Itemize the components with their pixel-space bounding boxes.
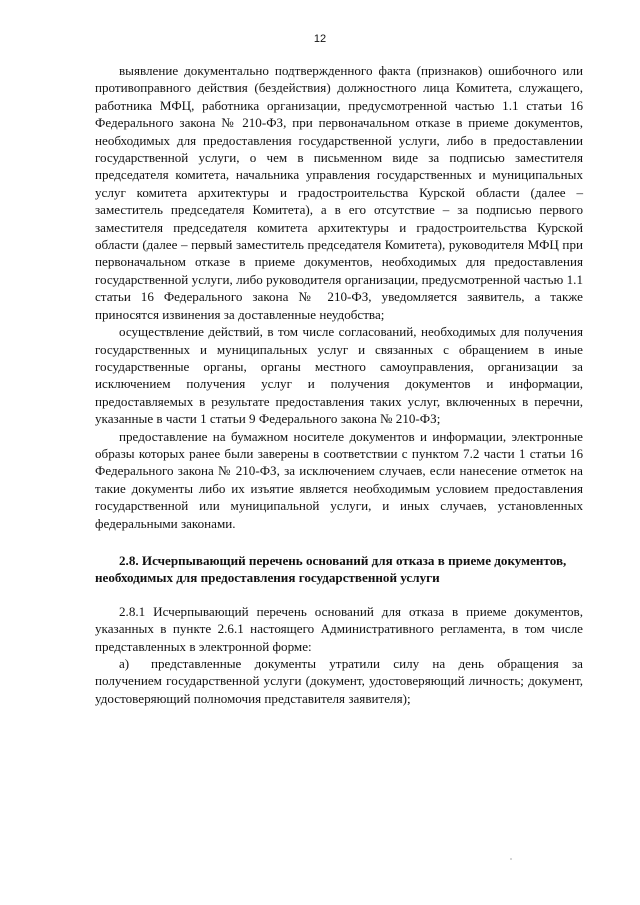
paragraph-2-8-1-intro: 2.8.1 Исчерпывающий перечень оснований для отказа в приеме документов, указанных в пункте 2.6.1 настоящего Административного регламента, в том числе представленных в электронной форме: xyxy=(95,603,583,654)
paragraph-actions-approvals: осуществление действий, в том числе согласований, необходимых для получения государственных и муниципальных услуг и связанных с обращением в иные государственные органы, органы местного самоуправления, организации за исключением получения услуг и получения документов и информации, предоставляемых в результате предоставления таких услуг, включенных в перечни, указанные в части 1 статьи 9 Федерального закона № 210-ФЗ; xyxy=(95,324,583,427)
paragraph-paper-documents: предоставление на бумажном носителе документов и информации, электронные образы которых ранее были заверены в соответствии с пунктом 7.2 части 1 статьи 16 Федерального закона № 210-ФЗ, за исключением случаев, если нанесение отметок на такие документы либо их изъятие является необходимым условием предоставления государственной или муниципальной услуги, и иных случаев, установленных федеральными законами. xyxy=(95,428,583,531)
list-item-marker: а) xyxy=(119,656,130,671)
section-heading-2-8: 2.8. Исчерпывающий перечень оснований для отказа в приеме документов, необходимых для предоставления государственной услуги xyxy=(95,552,567,586)
list-item-text: представленные документы утратили силу на день обращения за получением государственной услуги (документ, удостоверяющий личность; документ, удостоверяющий полномочия представителя заявителя); xyxy=(95,656,583,706)
list-item-a xyxy=(95,655,583,707)
page-body xyxy=(95,62,583,707)
page-number: 12 xyxy=(313,33,327,45)
paragraph-error-identification: выявление документально подтвержденного факта (признаков) ошибочного или противоправного действия (бездействия) должностного лица Комитета, служащего, работника МФЦ, работника организации, предусмотренной частью 1.1 статьи 16 Федерального закона № 210-ФЗ, при первоначальном отказе в приеме документов, необходимых для предоставления государственной услуги, либо в предоставлении государственной услуги, о чем в письменном виде за подписью заместителя председателя комитета, начальника управления государственных и муниципальных услуг комитета архитектуры и градостроительства Курской области (далее – заместитель председателя Комитета), а в его отсутствие – за подписью первого заместителя председателя комитета архитектуры и градостроительства Курской области (далее – первый заместитель председателя Комитета), руководителя МФЦ при первоначальном отказе в приеме документов, необходимых для предоставления государственной услуги, либо руководителя организации, предусмотренной частью 1.1 статьи 16 Федерального закона № 210-ФЗ, уведомляется заявитель, а также приносятся извинения за доставленные неудобства; xyxy=(95,63,583,322)
scan-speck xyxy=(510,858,512,860)
